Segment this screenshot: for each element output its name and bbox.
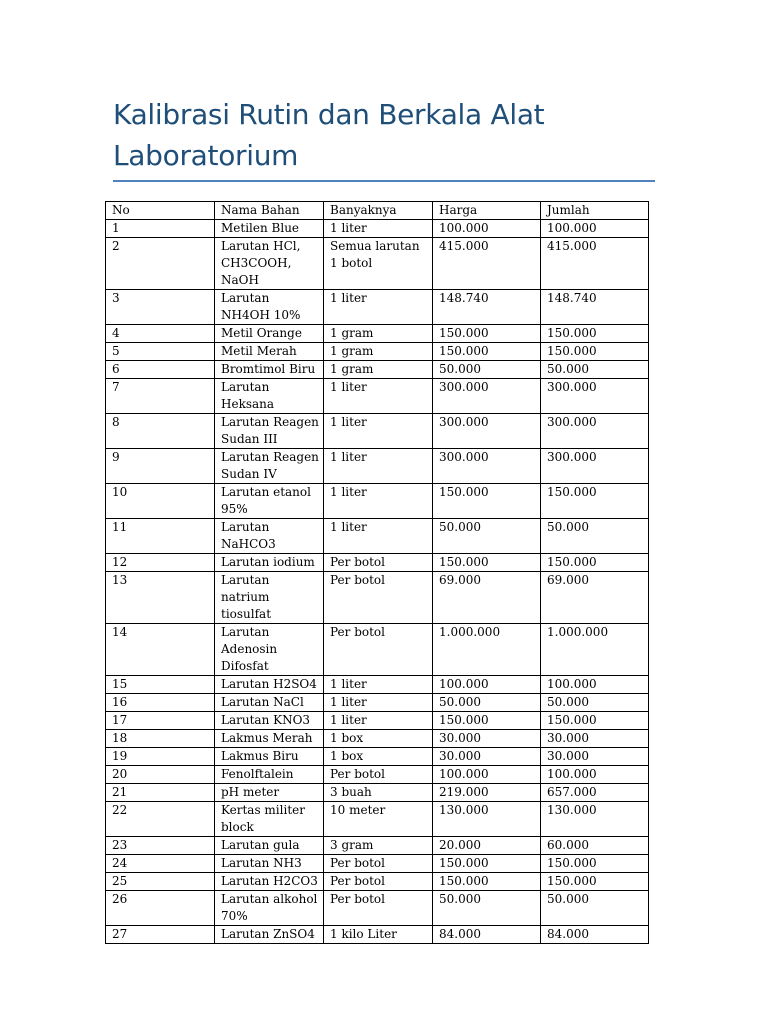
cell-banyaknya: 1 liter bbox=[324, 712, 433, 730]
table-row bbox=[106, 624, 649, 676]
cell-jumlah: 1.000.000 bbox=[541, 624, 649, 676]
cell-banyaknya: 1 liter bbox=[324, 220, 433, 238]
cell-nama-bahan: Fenolftalein bbox=[215, 766, 324, 784]
cell-harga: 150.000 bbox=[433, 712, 541, 730]
cell-harga: 415.000 bbox=[433, 238, 541, 290]
cell-nama-bahan: Larutan natrium tiosulfat bbox=[215, 572, 324, 624]
table-row bbox=[106, 220, 649, 238]
header-nama-bahan: Nama Bahan bbox=[215, 202, 324, 220]
table-row bbox=[106, 855, 649, 873]
cell-harga: 150.000 bbox=[433, 873, 541, 891]
cell-nama-bahan: Metilen Blue bbox=[215, 220, 324, 238]
cell-nama-bahan: Metil Orange bbox=[215, 325, 324, 343]
cell-banyaknya: 1 gram bbox=[324, 325, 433, 343]
cell-nama-bahan: Larutan ZnSO4 bbox=[215, 926, 324, 944]
cell-banyaknya: 1 liter bbox=[324, 694, 433, 712]
cell-harga: 148.740 bbox=[433, 290, 541, 325]
table-row bbox=[106, 414, 649, 449]
cell-harga: 69.000 bbox=[433, 572, 541, 624]
cell-banyaknya: 1 gram bbox=[324, 361, 433, 379]
cell-banyaknya: Semua larutan 1 botol bbox=[324, 238, 433, 290]
cell-nama-bahan: Larutan NaHCO3 bbox=[215, 519, 324, 554]
cell-jumlah: 100.000 bbox=[541, 766, 649, 784]
cell-banyaknya: 1 gram bbox=[324, 343, 433, 361]
cell-jumlah: 100.000 bbox=[541, 220, 649, 238]
cell-banyaknya: 1 liter bbox=[324, 449, 433, 484]
cell-jumlah: 130.000 bbox=[541, 802, 649, 837]
table-row bbox=[106, 572, 649, 624]
cell-no: 5 bbox=[106, 343, 215, 361]
cell-nama-bahan: Larutan Reagen Sudan IV bbox=[215, 449, 324, 484]
title-divider bbox=[113, 180, 655, 182]
cell-nama-bahan: pH meter bbox=[215, 784, 324, 802]
page-title: Kalibrasi Rutin dan Berkala Alat Laboratorium bbox=[113, 98, 545, 172]
cell-harga: 300.000 bbox=[433, 414, 541, 449]
cell-nama-bahan: Larutan H2SO4 bbox=[215, 676, 324, 694]
cell-harga: 100.000 bbox=[433, 766, 541, 784]
cell-no: 16 bbox=[106, 694, 215, 712]
cell-harga: 100.000 bbox=[433, 676, 541, 694]
cell-harga: 150.000 bbox=[433, 343, 541, 361]
cell-no: 7 bbox=[106, 379, 215, 414]
cell-no: 19 bbox=[106, 748, 215, 766]
cell-nama-bahan: Larutan Adenosin Difosfat bbox=[215, 624, 324, 676]
cell-no: 21 bbox=[106, 784, 215, 802]
cell-no: 25 bbox=[106, 873, 215, 891]
cell-jumlah: 150.000 bbox=[541, 554, 649, 572]
cell-jumlah: 300.000 bbox=[541, 379, 649, 414]
cell-harga: 219.000 bbox=[433, 784, 541, 802]
cell-no: 11 bbox=[106, 519, 215, 554]
cell-harga: 150.000 bbox=[433, 855, 541, 873]
cell-no: 27 bbox=[106, 926, 215, 944]
cell-jumlah: 150.000 bbox=[541, 712, 649, 730]
cell-jumlah: 100.000 bbox=[541, 676, 649, 694]
cell-harga: 150.000 bbox=[433, 325, 541, 343]
cell-jumlah: 150.000 bbox=[541, 325, 649, 343]
cell-nama-bahan: Larutan alkohol 70% bbox=[215, 891, 324, 926]
cell-nama-bahan: Larutan NH4OH 10% bbox=[215, 290, 324, 325]
cell-jumlah: 150.000 bbox=[541, 484, 649, 519]
cell-nama-bahan: Larutan gula bbox=[215, 837, 324, 855]
cell-banyaknya: Per botol bbox=[324, 554, 433, 572]
table-row bbox=[106, 290, 649, 325]
cell-no: 8 bbox=[106, 414, 215, 449]
cell-nama-bahan: Larutan H2CO3 bbox=[215, 873, 324, 891]
table-row bbox=[106, 712, 649, 730]
cell-harga: 84.000 bbox=[433, 926, 541, 944]
cell-nama-bahan: Larutan HCl, CH3COOH, NaOH bbox=[215, 238, 324, 290]
cell-nama-bahan: Metil Merah bbox=[215, 343, 324, 361]
cell-nama-bahan: Larutan Reagen Sudan III bbox=[215, 414, 324, 449]
cell-harga: 150.000 bbox=[433, 554, 541, 572]
table-row bbox=[106, 926, 649, 944]
table-row bbox=[106, 379, 649, 414]
cell-jumlah: 50.000 bbox=[541, 361, 649, 379]
cell-no: 10 bbox=[106, 484, 215, 519]
cell-banyaknya: 3 buah bbox=[324, 784, 433, 802]
cell-nama-bahan: Larutan Heksana bbox=[215, 379, 324, 414]
cell-no: 9 bbox=[106, 449, 215, 484]
cell-jumlah: 657.000 bbox=[541, 784, 649, 802]
cell-nama-bahan: Bromtimol Biru bbox=[215, 361, 324, 379]
cell-banyaknya: Per botol bbox=[324, 891, 433, 926]
cell-jumlah: 300.000 bbox=[541, 449, 649, 484]
cell-no: 13 bbox=[106, 572, 215, 624]
cell-banyaknya: 3 gram bbox=[324, 837, 433, 855]
cell-no: 22 bbox=[106, 802, 215, 837]
cell-banyaknya: Per botol bbox=[324, 873, 433, 891]
cell-nama-bahan: Larutan etanol 95% bbox=[215, 484, 324, 519]
table-row bbox=[106, 694, 649, 712]
cell-harga: 50.000 bbox=[433, 519, 541, 554]
table-row bbox=[106, 361, 649, 379]
table-row bbox=[106, 554, 649, 572]
table-row bbox=[106, 343, 649, 361]
table-row bbox=[106, 484, 649, 519]
cell-nama-bahan: Lakmus Merah bbox=[215, 730, 324, 748]
cell-banyaknya: 1 liter bbox=[324, 676, 433, 694]
cell-harga: 50.000 bbox=[433, 694, 541, 712]
cell-no: 3 bbox=[106, 290, 215, 325]
cell-harga: 300.000 bbox=[433, 449, 541, 484]
cell-no: 20 bbox=[106, 766, 215, 784]
cell-jumlah: 50.000 bbox=[541, 694, 649, 712]
cell-no: 17 bbox=[106, 712, 215, 730]
cell-nama-bahan: Larutan KNO3 bbox=[215, 712, 324, 730]
cell-banyaknya: 1 liter bbox=[324, 484, 433, 519]
cell-no: 2 bbox=[106, 238, 215, 290]
table-row bbox=[106, 449, 649, 484]
cell-nama-bahan: Larutan NaCl bbox=[215, 694, 324, 712]
cell-jumlah: 150.000 bbox=[541, 343, 649, 361]
cell-nama-bahan: Lakmus Biru bbox=[215, 748, 324, 766]
cell-no: 24 bbox=[106, 855, 215, 873]
cell-no: 15 bbox=[106, 676, 215, 694]
cell-banyaknya: Per botol bbox=[324, 624, 433, 676]
cell-harga: 130.000 bbox=[433, 802, 541, 837]
cell-harga: 50.000 bbox=[433, 361, 541, 379]
cell-banyaknya: 10 meter bbox=[324, 802, 433, 837]
cell-harga: 1.000.000 bbox=[433, 624, 541, 676]
cell-harga: 150.000 bbox=[433, 484, 541, 519]
cell-no: 26 bbox=[106, 891, 215, 926]
cell-banyaknya: Per botol bbox=[324, 572, 433, 624]
cell-banyaknya: Per botol bbox=[324, 766, 433, 784]
header-banyaknya: Banyaknya bbox=[324, 202, 433, 220]
cell-no: 12 bbox=[106, 554, 215, 572]
cell-jumlah: 30.000 bbox=[541, 748, 649, 766]
cell-nama-bahan: Kertas militer block bbox=[215, 802, 324, 837]
cell-no: 6 bbox=[106, 361, 215, 379]
table-row bbox=[106, 837, 649, 855]
cell-banyaknya: 1 box bbox=[324, 730, 433, 748]
cell-no: 14 bbox=[106, 624, 215, 676]
cell-banyaknya: Per botol bbox=[324, 855, 433, 873]
cell-harga: 30.000 bbox=[433, 748, 541, 766]
table-row bbox=[106, 238, 649, 290]
cell-jumlah: 60.000 bbox=[541, 837, 649, 855]
cell-jumlah: 415.000 bbox=[541, 238, 649, 290]
cell-no: 1 bbox=[106, 220, 215, 238]
cell-banyaknya: 1 kilo Liter bbox=[324, 926, 433, 944]
cell-jumlah: 50.000 bbox=[541, 891, 649, 926]
table-row bbox=[106, 676, 649, 694]
cell-no: 4 bbox=[106, 325, 215, 343]
cell-jumlah: 84.000 bbox=[541, 926, 649, 944]
cell-no: 18 bbox=[106, 730, 215, 748]
cell-jumlah: 300.000 bbox=[541, 414, 649, 449]
table-row bbox=[106, 891, 649, 926]
cell-jumlah: 50.000 bbox=[541, 519, 649, 554]
cell-banyaknya: 1 liter bbox=[324, 414, 433, 449]
cell-banyaknya: 1 liter bbox=[324, 290, 433, 325]
cell-nama-bahan: Larutan iodium bbox=[215, 554, 324, 572]
cell-no: 23 bbox=[106, 837, 215, 855]
table-row bbox=[106, 802, 649, 837]
materials-table bbox=[105, 201, 649, 944]
cell-jumlah: 69.000 bbox=[541, 572, 649, 624]
header-harga: Harga bbox=[433, 202, 541, 220]
cell-banyaknya: 1 liter bbox=[324, 379, 433, 414]
table-body bbox=[106, 220, 649, 944]
table-row bbox=[106, 748, 649, 766]
cell-harga: 30.000 bbox=[433, 730, 541, 748]
cell-jumlah: 30.000 bbox=[541, 730, 649, 748]
cell-harga: 300.000 bbox=[433, 379, 541, 414]
table-row bbox=[106, 730, 649, 748]
header-no: No bbox=[106, 202, 215, 220]
cell-jumlah: 150.000 bbox=[541, 873, 649, 891]
cell-banyaknya: 1 liter bbox=[324, 519, 433, 554]
table-header-row bbox=[106, 202, 649, 220]
cell-nama-bahan: Larutan NH3 bbox=[215, 855, 324, 873]
table-row bbox=[106, 873, 649, 891]
cell-jumlah: 148.740 bbox=[541, 290, 649, 325]
table-row bbox=[106, 519, 649, 554]
cell-jumlah: 150.000 bbox=[541, 855, 649, 873]
cell-harga: 100.000 bbox=[433, 220, 541, 238]
table-row bbox=[106, 766, 649, 784]
table-row bbox=[106, 325, 649, 343]
table-row bbox=[106, 784, 649, 802]
cell-banyaknya: 1 box bbox=[324, 748, 433, 766]
cell-harga: 20.000 bbox=[433, 837, 541, 855]
header-jumlah: Jumlah bbox=[541, 202, 649, 220]
cell-harga: 50.000 bbox=[433, 891, 541, 926]
